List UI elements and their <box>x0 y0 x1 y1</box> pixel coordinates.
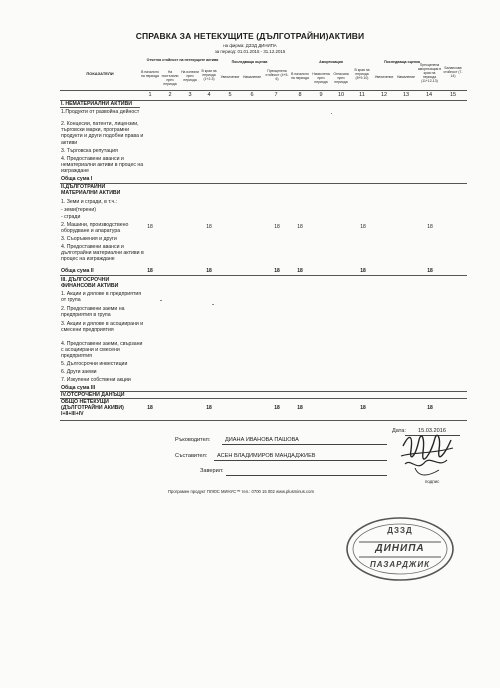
header-c1: В началото на периода <box>141 70 159 78</box>
cell-c14: 18 <box>427 224 433 230</box>
column-number: 3 <box>188 92 192 98</box>
signature-caption: подпис <box>425 479 440 484</box>
header-c3: На излезли през периода <box>181 70 199 82</box>
table-row: 4. Предоставени заеми, свързани с асоциирани и смесени предприятия <box>61 341 143 360</box>
table-row: Обща сума III <box>61 385 96 391</box>
document-title: СПРАВКА ЗА НЕТЕКУЩИТЕ (ДЪЛГОТРАЙНИ)АКТИВИ <box>135 31 365 41</box>
column-number: 8 <box>298 92 302 98</box>
column-number: 6 <box>250 92 254 98</box>
cell-c8: 18 <box>297 405 303 411</box>
header-c4: В края на периода (1+2-3) <box>201 69 217 81</box>
header-c2: На постъпили през периода <box>161 70 179 86</box>
certified-label: Заверил: <box>200 468 224 474</box>
header-c9: Начислена през периода <box>312 72 330 84</box>
row-rule <box>60 107 140 108</box>
manager-label: Ръководител: <box>175 437 211 443</box>
table-row: - земи(терени) <box>61 207 97 213</box>
header-c5: Увеличение <box>220 75 240 79</box>
stamp-middle: ДИНИПА <box>375 543 425 554</box>
column-number: 11 <box>359 92 365 98</box>
period-line: за период: 01.01.2015 - 31.12.2015 <box>214 49 286 54</box>
column-number: 2 <box>168 92 172 98</box>
scan-speck <box>160 300 162 301</box>
header-group-reporting: Отчетна стойност на нетекущите активи <box>146 58 219 62</box>
company-line: на фирма: ДЗЗД ДИНИПА <box>223 43 277 48</box>
table-row: 1. Земи и сгради, в т.ч.: <box>61 199 118 205</box>
table-row: 3. Съоръжения и други <box>61 236 117 242</box>
cell-c8: 18 <box>297 224 303 230</box>
column-number: 15 <box>449 92 457 98</box>
header-c6: Намаление <box>242 75 262 79</box>
certified-line <box>226 475 387 476</box>
header-c11: В края на периода (8+9-10) <box>354 68 370 80</box>
compiler-name: АСЕН ВЛАДИМИРОВ МАНДАДЖИЕВ <box>217 453 316 459</box>
column-number: 13 <box>402 92 410 98</box>
header-c15: Балансова стойност (7-14) <box>443 66 463 78</box>
cell-c11: 18 <box>360 224 366 230</box>
table-row: I. НЕМАТЕРИАЛНИ АКТИВИ <box>61 101 132 107</box>
compiler-label: Съставител: <box>175 453 208 459</box>
compiler-line <box>214 460 387 461</box>
header-c14: Преоценена амортизация в края на периода (11+12-13) <box>417 63 442 83</box>
table-row: - сгради <box>61 214 81 220</box>
table-row: 2. Предоставени заеми на предприятия в група <box>61 306 125 319</box>
header-c12: Увеличение <box>374 75 394 79</box>
table-row: II.ДЪЛГОТРАЙНИ МАТЕРИАЛНИ АКТИВИ <box>61 184 121 197</box>
header-group-amort-revaluation: Последваща оценка <box>384 60 420 64</box>
date-value: 15.03.2016 <box>418 428 446 434</box>
column-number: 1 <box>148 92 152 98</box>
column-number: 14 <box>425 92 433 98</box>
column-number: 4 <box>207 92 211 98</box>
cell-c1: 18 <box>147 224 153 230</box>
stamp-top: ДЗЗД <box>387 526 413 535</box>
table-row: 4. Предоставени аванси и нематериални активи в процес на изграждане <box>61 156 144 175</box>
header-c7: Преоценена стойност (4+5-6) <box>265 69 289 81</box>
cell-c14: 18 <box>427 268 433 274</box>
cell-c4: 18 <box>206 268 212 274</box>
table-row: 4. Предоставени аванси и дълготрайни материални активи в процес на изграждане <box>61 244 144 263</box>
scan-speck <box>212 304 214 305</box>
manager-name: ДИАНА ИВАНОВА ПАШОВА <box>225 437 299 443</box>
table-row: III. ДЪЛГОСРОЧНИ ФИНАНСОВИ АКТИВИ <box>61 277 119 290</box>
company-stamp <box>345 516 455 582</box>
table-row: 7. Изкупени собствени акции <box>61 377 131 383</box>
cell-c7: 18 <box>274 268 280 274</box>
table-row: 3. Търговска репутация <box>61 148 118 154</box>
table-row: 3. Акции и дялове в асоциирани и смесени предприятия <box>61 321 144 334</box>
table-bottom-rule <box>60 420 467 421</box>
cell-c1: 18 <box>147 405 153 411</box>
scan-speck <box>331 113 332 114</box>
table-row: IV.ОТСРОЧЕНИ ДАНЪЦИ <box>61 392 125 398</box>
header-group-revaluation: Последваща оценка <box>231 60 268 64</box>
cell-c7: 18 <box>274 224 280 230</box>
column-number: 12 <box>380 92 388 98</box>
column-number: 9 <box>319 92 323 98</box>
table-row: Обща сума II <box>61 268 94 274</box>
manager-line <box>222 444 387 445</box>
table-row: 2. Машини, производствено оборудване и апаратура <box>61 222 129 235</box>
cell-c4: 18 <box>206 224 212 230</box>
column-number: 7 <box>274 92 278 98</box>
table-row: 2. Концесии, патенти, лицензии, търговски марки, програмни продукти и други подобни права и активи <box>61 121 144 146</box>
cell-c14: 18 <box>427 405 433 411</box>
table-row: 1. Акции и дялове в предприятия от група <box>61 291 142 304</box>
cell-c1: 18 <box>147 268 153 274</box>
date-label: Дата: <box>392 428 406 434</box>
header-c13: Намаление <box>396 75 416 79</box>
cell-c11: 18 <box>360 268 366 274</box>
row-rule <box>60 275 467 276</box>
cell-c4: 18 <box>206 405 212 411</box>
cell-c11: 18 <box>360 405 366 411</box>
table-row: 5. Дългосрочни инвестиции <box>61 361 128 367</box>
table-row: Обща сума I <box>61 176 93 182</box>
header-group-amortization: Амортизация <box>319 60 343 64</box>
table-row: ОБЩО НЕТЕКУЩИ (ДЪЛГОТРАЙНИ АКИВИ) I+II+III+IV <box>61 399 124 418</box>
header-c10: Отписана през периода <box>333 72 349 84</box>
cell-c8: 18 <box>297 268 303 274</box>
column-number: 10 <box>337 92 345 98</box>
header-c8: В началото на периода <box>291 72 309 80</box>
column-number: 5 <box>228 92 232 98</box>
software-footer: Програмен продукт ПЛЮС МИНУС™ тел.: 0700 15 002 www.plusminus.com <box>168 489 314 494</box>
cell-c7: 18 <box>274 405 280 411</box>
table-row: 6. Други заеми <box>61 369 97 375</box>
header-indicators: ПОКАЗАТЕЛИ <box>86 71 114 76</box>
stamp-bottom: ПАЗАРДЖИК <box>369 560 431 569</box>
table-row: 1.Продукти от развойна дейност <box>61 109 140 115</box>
